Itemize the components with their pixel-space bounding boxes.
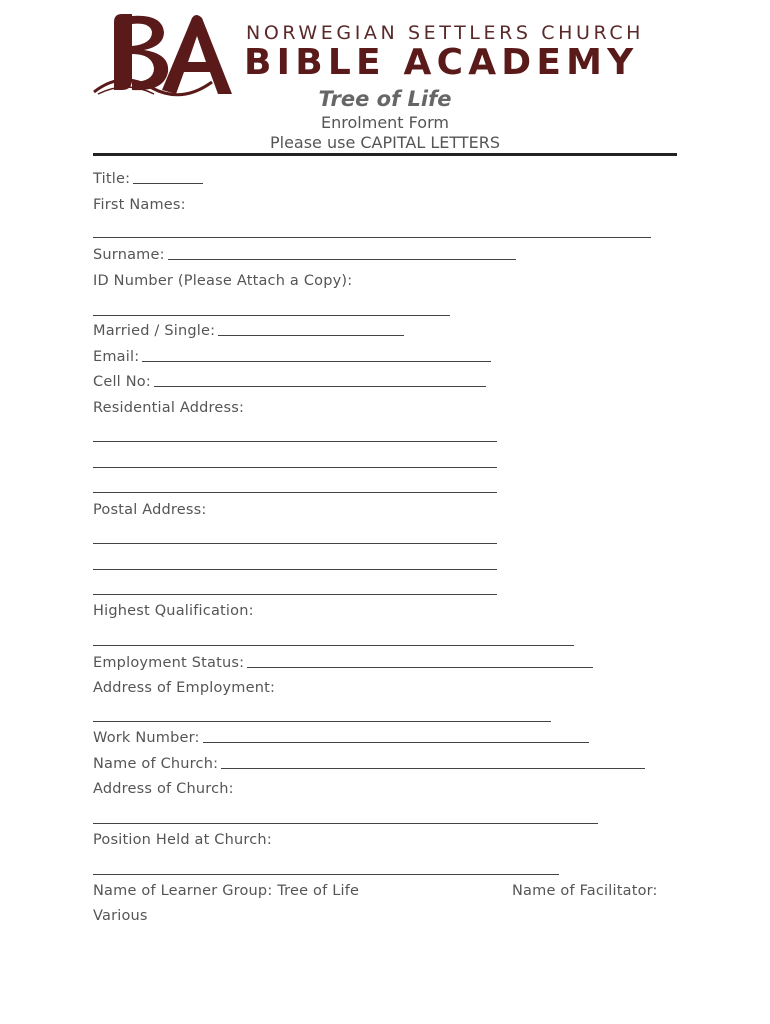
cell-no-field	[93, 374, 486, 390]
email-label: Email:	[93, 349, 140, 365]
cell-no-line[interactable]	[154, 386, 486, 387]
highest-qualification-line[interactable]	[93, 645, 574, 646]
facilitator-value: Various	[93, 908, 148, 924]
title-line[interactable]	[133, 183, 203, 184]
married-single-line[interactable]	[218, 335, 404, 336]
cell-no-label: Cell No:	[93, 374, 151, 390]
residential-address-line-2[interactable]	[93, 467, 497, 468]
id-number-line[interactable]	[93, 315, 450, 316]
form-title: Enrolment Form	[321, 113, 449, 132]
postal-address-line-3[interactable]	[93, 594, 497, 595]
residential-address-label: Residential Address:	[93, 400, 245, 416]
work-number-line[interactable]	[203, 742, 589, 743]
org-name-line1: NORWEGIAN SETTLERS CHURCH	[246, 22, 645, 44]
address-of-employment-line[interactable]	[93, 721, 551, 722]
first-names-label: First Names:	[93, 197, 186, 213]
first-names-line[interactable]	[93, 237, 651, 238]
email-line[interactable]	[142, 361, 491, 362]
name-of-church-field	[93, 756, 645, 772]
married-single-label: Married / Single:	[93, 323, 216, 339]
employment-status-line[interactable]	[247, 667, 593, 668]
name-of-church-label: Name of Church:	[93, 756, 219, 772]
id-number-label: ID Number (Please Attach a Copy):	[93, 273, 353, 289]
email-field	[93, 349, 491, 365]
employment-status-field	[93, 655, 593, 671]
address-of-church-label: Address of Church:	[93, 781, 234, 797]
work-number-field	[93, 730, 589, 746]
address-of-employment-label: Address of Employment:	[93, 680, 276, 696]
position-held-label: Position Held at Church:	[93, 832, 272, 848]
postal-address-label: Postal Address:	[93, 502, 207, 518]
residential-address-line-3[interactable]	[93, 492, 497, 493]
surname-label: Surname:	[93, 247, 165, 263]
header-divider	[93, 153, 677, 156]
learner-group-label: Name of Learner Group: Tree of Life	[93, 883, 360, 899]
title-label: Title:	[93, 171, 131, 187]
org-name-line2: BIBLE ACADEMY	[244, 42, 639, 83]
employment-status-label: Employment Status:	[93, 655, 245, 671]
facilitator-label: Name of Facilitator:	[512, 883, 658, 899]
form-subtitle: Tree of Life	[318, 87, 452, 111]
position-held-line[interactable]	[93, 874, 559, 875]
form-instruction: Please use CAPITAL LETTERS	[269, 133, 501, 152]
work-number-label: Work Number:	[93, 730, 200, 746]
highest-qualification-label: Highest Qualification:	[93, 603, 254, 619]
postal-address-line-2[interactable]	[93, 569, 497, 570]
postal-address-line-1[interactable]	[93, 543, 497, 544]
address-of-church-line[interactable]	[93, 823, 598, 824]
title-field	[93, 171, 203, 187]
surname-field	[93, 247, 516, 263]
residential-address-line-1[interactable]	[93, 441, 497, 442]
name-of-church-line[interactable]	[221, 768, 645, 769]
married-single-field	[93, 323, 404, 339]
surname-line[interactable]	[168, 259, 516, 260]
